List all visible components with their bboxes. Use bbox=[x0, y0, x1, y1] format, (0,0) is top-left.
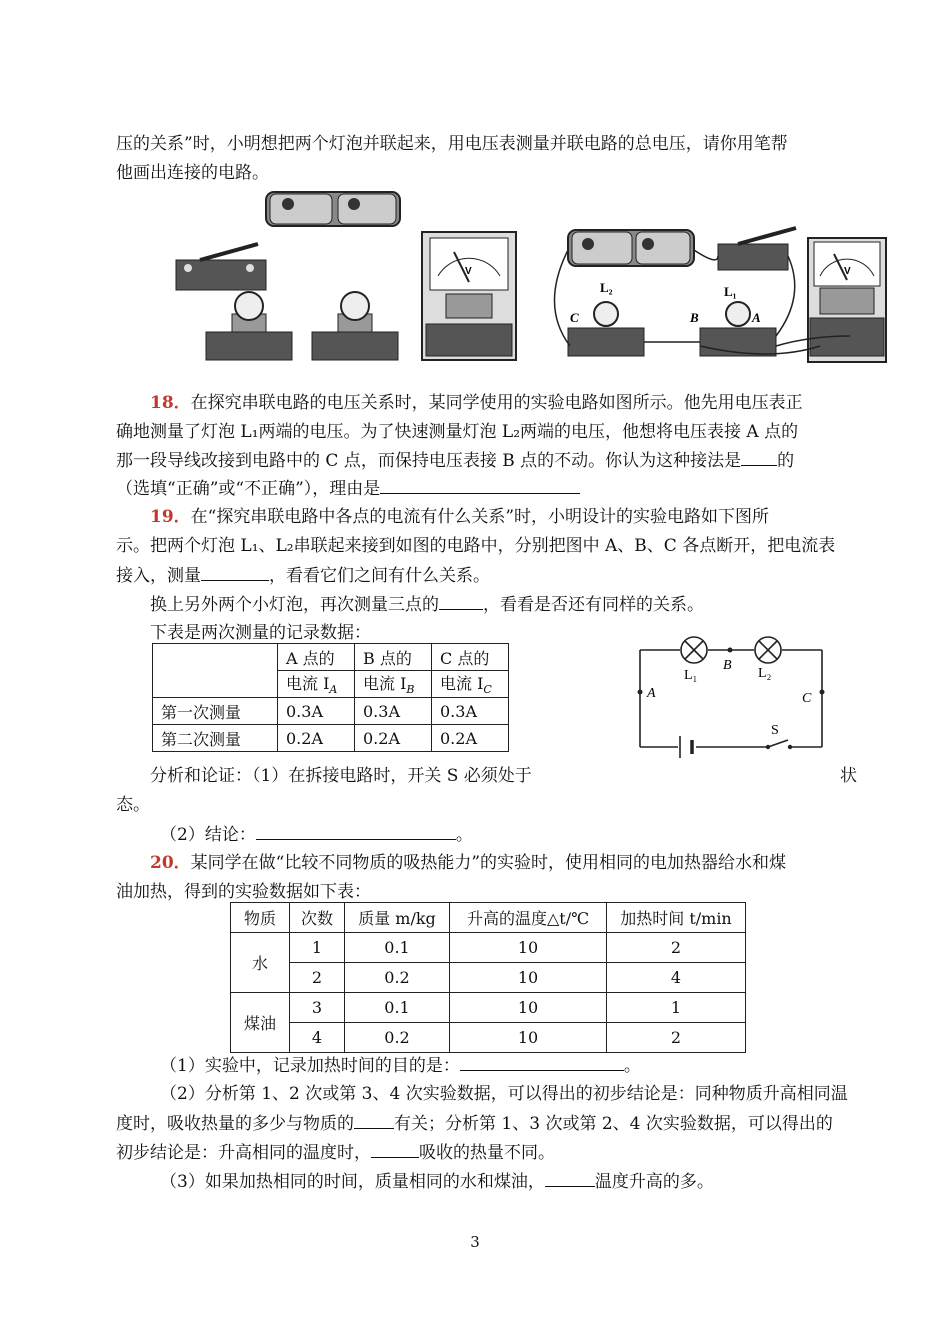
label-l1: L₁ bbox=[724, 284, 737, 299]
label-a: A bbox=[647, 686, 656, 701]
q19-line4 bbox=[150, 591, 704, 618]
apparatus-figure bbox=[170, 186, 890, 366]
svg-text:V: V bbox=[844, 266, 851, 277]
svg-text:V: V bbox=[465, 266, 472, 277]
table-row: 煤油 3 0.1 10 1 bbox=[231, 993, 746, 1023]
q19-text4b: ，看看是否还有同样的关系。 bbox=[483, 595, 704, 615]
page-number: 3 bbox=[470, 1233, 480, 1251]
q18-text4: （选填“正确”或“不正确”），理由是 bbox=[116, 479, 381, 499]
substance-water: 水 bbox=[231, 933, 290, 993]
voltmeter-icon bbox=[422, 232, 516, 360]
conclusion-blank[interactable] bbox=[256, 821, 456, 840]
q19-conclusion: （2）结论： 。 bbox=[160, 821, 473, 848]
table-row: 水 1 0.1 10 2 bbox=[231, 933, 746, 963]
header: 质量 m/kg bbox=[345, 903, 450, 933]
bulb-holder-icon bbox=[312, 292, 398, 360]
cell: 0.2A bbox=[278, 725, 355, 752]
header-a: A 点的 bbox=[278, 644, 355, 671]
label-l1: L₁ bbox=[684, 668, 698, 683]
q18-line3 bbox=[116, 447, 794, 474]
heat-table bbox=[230, 902, 746, 1053]
table-row: 4 0.2 10 2 bbox=[231, 1023, 746, 1053]
q19-text4a: 换上另外两个小灯泡，再次测量三点的 bbox=[150, 595, 439, 615]
table-row bbox=[153, 725, 509, 752]
battery-pack-icon bbox=[568, 230, 694, 266]
header-b: B 点的 bbox=[355, 644, 432, 671]
substance-oil: 煤油 bbox=[231, 993, 290, 1053]
label-l2: L₂ bbox=[600, 280, 613, 295]
q20-line1 bbox=[150, 850, 786, 876]
cell: 0.3A bbox=[355, 698, 432, 725]
label-b: B bbox=[723, 658, 732, 673]
header-ib: 电流 $I_B$ bbox=[355, 671, 432, 698]
header: 次数 bbox=[290, 903, 345, 933]
q19-text3b: ，看看它们之间有什么关系。 bbox=[269, 566, 490, 586]
q18-blank1[interactable] bbox=[741, 447, 777, 466]
q19-line1 bbox=[150, 504, 769, 530]
q20-blank2[interactable] bbox=[354, 1110, 394, 1129]
junction-b bbox=[728, 648, 733, 653]
q18-text3b: 的 bbox=[777, 451, 795, 471]
q19-line2: 示。把两个灯泡 L₁、L₂串联起来接到如图的电路中，分别把图中 A、B、C 各点断开，把电流表 bbox=[116, 536, 836, 556]
q18-line2: 确地测量了灯泡 L₁两端的电压。为了快速测量灯泡 L₂两端的电压，他想将电压表接 A 点的 bbox=[116, 422, 799, 442]
header: 升高的温度△t/℃ bbox=[450, 903, 607, 933]
header-ia: 电流 $I_A$ bbox=[278, 671, 355, 698]
q18-number: 18． bbox=[150, 393, 191, 413]
cell: 0.2A bbox=[432, 725, 509, 752]
current-table bbox=[152, 643, 509, 752]
cell: 0.2A bbox=[355, 725, 432, 752]
header-c: C 点的 bbox=[432, 644, 509, 671]
header: 物质 bbox=[231, 903, 290, 933]
q20-p2c: 初步结论是：升高相同的温度时， 吸收的热量不同。 bbox=[116, 1139, 555, 1166]
q20-blank4[interactable] bbox=[545, 1168, 595, 1187]
q19-text3a: 接入，测量 bbox=[116, 566, 201, 586]
lamp-l2-icon bbox=[755, 637, 781, 663]
q19-analysis: 分析和论证：（1）在拆接电路时，开关 S 必须处于 bbox=[150, 766, 532, 786]
q18-text1: 在探究串联电路的电压关系时，某同学使用的实验电路如图所示。他先用电压表正 bbox=[190, 393, 803, 413]
switch-icon bbox=[176, 244, 266, 290]
bulb-holder-icon bbox=[206, 292, 292, 360]
q20-p2b: 度时，吸收热量的多少与物质的 有关；分析第 1、3 次或第 2、4 次实验数据，可以得出的 bbox=[116, 1110, 833, 1137]
q18-text3a: 那一段导线改接到电路中的 C 点，而保持电压表接 B 点的不动。你认为这种接法是 bbox=[116, 451, 742, 471]
q18-line4 bbox=[116, 475, 580, 502]
q19-text1: 在“探究串联电路中各点的电流有什么关系”时，小明设计的实验电路如下图所 bbox=[190, 507, 770, 527]
table-corner bbox=[153, 644, 278, 698]
table-row: 2 0.2 10 4 bbox=[231, 963, 746, 993]
q17-line2: 他画出连接的电路。 bbox=[116, 163, 269, 183]
table-row bbox=[153, 698, 509, 725]
q20-number: 20． bbox=[150, 853, 191, 873]
battery-icon bbox=[680, 736, 692, 758]
label-l2: L₂ bbox=[758, 666, 772, 681]
q18-blank2[interactable] bbox=[380, 475, 580, 494]
series-circuit-diagram bbox=[630, 630, 840, 760]
label-b: B bbox=[690, 310, 699, 325]
row-label: 第二次测量 bbox=[153, 725, 278, 752]
header: 加热时间 t/min bbox=[607, 903, 746, 933]
voltmeter-icon bbox=[808, 238, 886, 362]
q19-number: 19． bbox=[150, 507, 191, 527]
label-c: C bbox=[802, 691, 812, 706]
q18-line1 bbox=[150, 390, 803, 416]
q19-analysis-tail: 态。 bbox=[116, 795, 150, 815]
label-a: A bbox=[752, 310, 761, 325]
cell: 0.3A bbox=[278, 698, 355, 725]
conclusion-label: （2）结论： bbox=[160, 825, 256, 845]
junction-c bbox=[820, 690, 825, 695]
q19-analysis-end: 状 bbox=[840, 766, 857, 786]
q19-line3 bbox=[116, 562, 490, 589]
battery-pack-icon bbox=[266, 192, 400, 226]
header-ic: 电流 $I_C$ bbox=[432, 671, 509, 698]
lamp-l1-icon bbox=[681, 637, 707, 663]
q20-p1: （1）实验中，记录加热时间的目的是： 。 bbox=[160, 1052, 641, 1079]
junction-a bbox=[638, 690, 643, 695]
label-s: S bbox=[771, 723, 779, 738]
q20-blank1[interactable] bbox=[460, 1052, 624, 1071]
q20-line2: 油加热，得到的实验数据如下表： bbox=[116, 882, 371, 902]
q19-blank2[interactable] bbox=[439, 591, 483, 610]
q20-p3: （3）如果加热相同的时间，质量相同的水和煤油， 温度升高的多。 bbox=[160, 1168, 714, 1195]
bulb-holder-icon bbox=[568, 302, 644, 356]
q19-blank1[interactable] bbox=[201, 562, 269, 581]
q17-line1: 压的关系”时，小明想把两个灯泡并联起来，用电压表测量并联电路的总电压，请你用笔帮 bbox=[116, 134, 788, 154]
row-label: 第一次测量 bbox=[153, 698, 278, 725]
q20-p2a: （2）分析第 1、2 次或第 3、4 次实验数据，可以得出的初步结论是：同种物质升高相同温 bbox=[160, 1084, 848, 1104]
switch-icon bbox=[718, 228, 796, 270]
q20-text1: 某同学在做“比较不同物质的吸热能力”的实验时，使用相同的电加热器给水和煤 bbox=[190, 853, 787, 873]
label-c: C bbox=[570, 310, 579, 325]
q20-blank3[interactable] bbox=[371, 1139, 419, 1158]
q19-line5: 下表是两次测量的记录数据： bbox=[150, 623, 371, 643]
cell: 0.3A bbox=[432, 698, 509, 725]
